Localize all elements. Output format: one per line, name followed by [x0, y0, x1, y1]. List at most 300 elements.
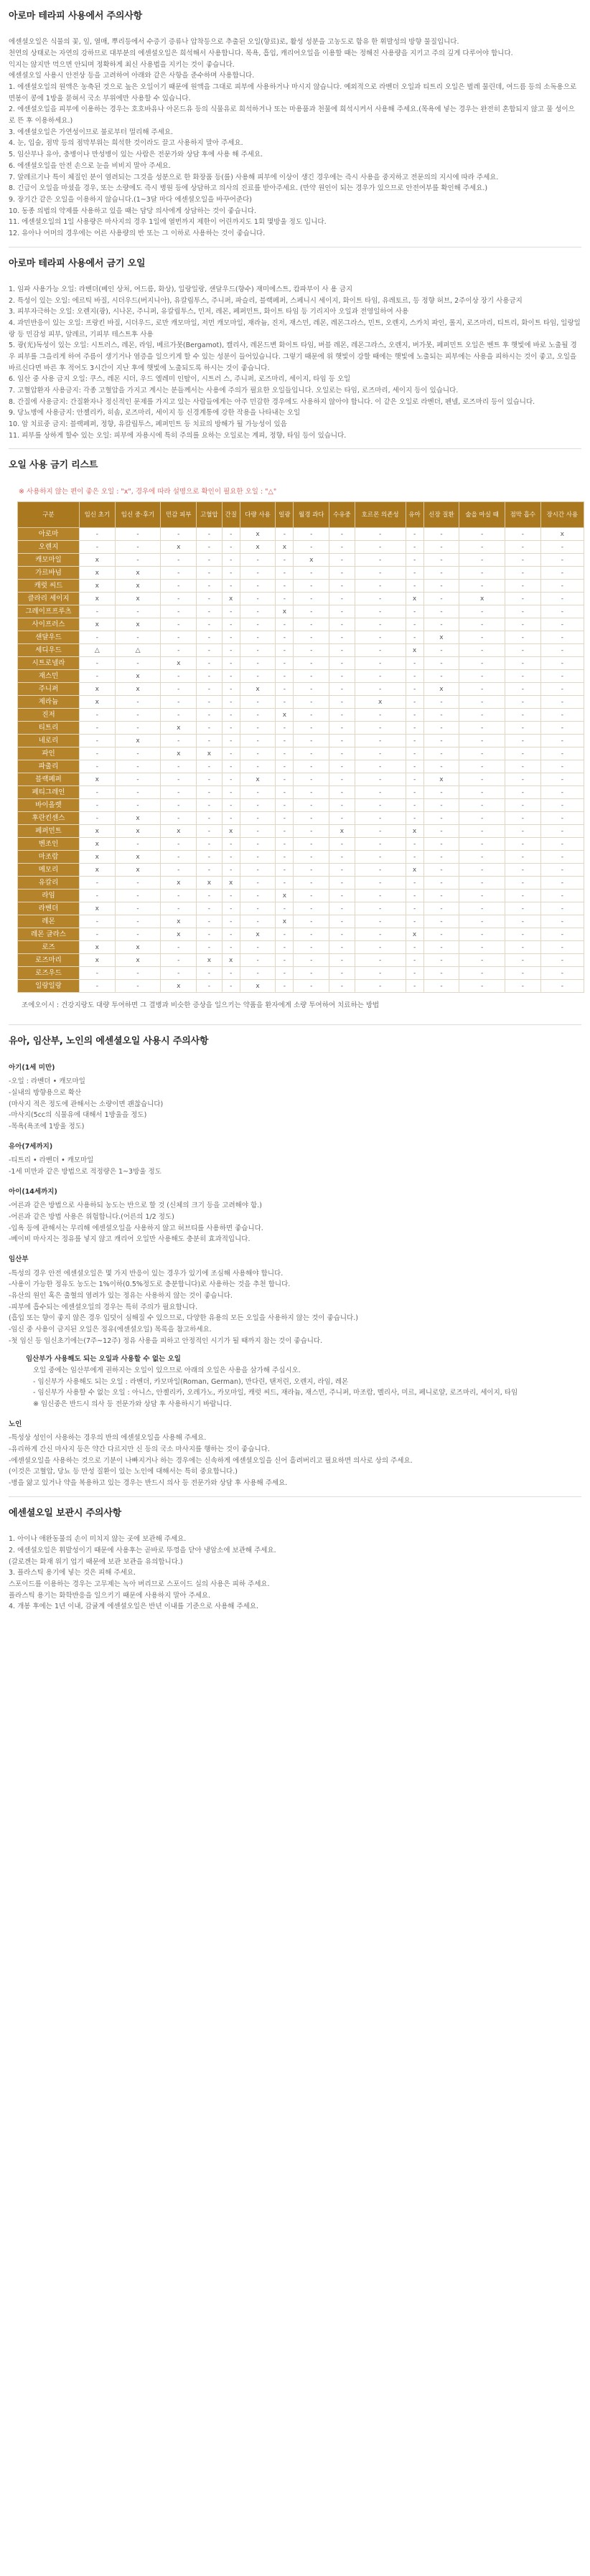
table-cell: - — [197, 890, 223, 902]
table-cell: - — [197, 605, 223, 618]
table-cell: - — [276, 735, 294, 747]
table-cell: x — [80, 554, 116, 567]
table-cell: - — [459, 877, 505, 890]
text-line: 1. 아이나 애완동물의 손이 미치지 않는 곳에 보관해 주세요. — [9, 1535, 187, 1544]
table-cell: - — [161, 683, 197, 696]
table-cell: - — [276, 683, 294, 696]
table-cell: - — [222, 618, 240, 631]
table-cell: - — [161, 941, 197, 954]
section-title: 아로마 테라피 사용에서 금기 오일 — [9, 258, 146, 269]
table-cell: - — [329, 605, 355, 618]
text-line: 5. 임산부나 유아, 충병이나 만성병이 있는 사람은 전문가와 상담 후에 사용 해 주세요. — [9, 151, 263, 159]
table-cell: - — [294, 709, 329, 722]
table-cell: - — [161, 954, 197, 967]
table-cell: x — [115, 670, 161, 683]
subheading-infant: 아기(1세 미만) — [9, 1063, 55, 1072]
table-cell: - — [197, 722, 223, 735]
text-line: -특성상 성인이 사용하는 경우의 반의 에센셜오일을 사용해 주세요. — [9, 1434, 207, 1443]
table-cell: - — [355, 709, 406, 722]
table-cell: - — [80, 528, 116, 541]
table-cell: - — [294, 747, 329, 760]
text-line: 11. 에센셜오일의 1일 사용량은 마사지의 경우 1일에 열번까지 제한이 어린까지도 1회 몇방울 정도 입니다. — [9, 218, 327, 227]
table-cell: - — [294, 902, 329, 915]
table-cell: - — [540, 709, 584, 722]
table-cell: - — [540, 644, 584, 657]
table-cell: x — [80, 618, 116, 631]
text-line: ※ 임신중은 반드시 의사 등 전문가와 상담 후 사용하시기 바랍니다. — [33, 1400, 232, 1409]
table-cell: - — [294, 657, 329, 670]
table-cell: - — [459, 722, 505, 735]
table-cell: - — [115, 967, 161, 980]
table-cell: - — [240, 786, 276, 799]
table-cell: - — [423, 980, 459, 993]
table-cell: - — [505, 760, 541, 773]
table-cell: - — [240, 618, 276, 631]
text-line: -티트리 • 라벤더 • 캐모마일 — [9, 1156, 94, 1165]
table-cell: - — [80, 657, 116, 670]
table-cell: - — [276, 902, 294, 915]
table-cell: - — [329, 967, 355, 980]
table-cell: - — [240, 799, 276, 812]
table-cell: x — [161, 825, 197, 838]
table-cell: - — [294, 735, 329, 747]
table-cell: - — [459, 890, 505, 902]
table-cell: - — [540, 696, 584, 709]
table-cell: - — [276, 631, 294, 644]
table-cell: - — [294, 864, 329, 877]
table-cell: - — [276, 941, 294, 954]
table-cell: x — [276, 541, 294, 554]
table-cell: - — [406, 541, 423, 554]
table-row — [18, 683, 584, 696]
table-cell: - — [540, 631, 584, 644]
table-cell: - — [161, 709, 197, 722]
table-cell: - — [329, 554, 355, 567]
table-cell: - — [459, 773, 505, 786]
text-line: 4. 과민반응이 있는 오일: 프랑킨 바질, 시더우드, 로만 캐모마일, 저먼 캐모마일, 재라늄, 진저, 재스민, 레몬, 레몬그라스, 민트, 오렌지, 스카치 파인, 롤지, 로즈마리, 티트리, 화이트 타임, 일랑일랑 등 민감성 피부, 알레르, 기피부 테스트후 사용 — [9, 319, 581, 339]
table-cell: - — [423, 890, 459, 902]
table-header-row — [18, 502, 584, 528]
table-cell: - — [423, 799, 459, 812]
table-cell: - — [161, 890, 197, 902]
table-cell: - — [222, 605, 240, 618]
table-cell: - — [355, 722, 406, 735]
text-line: 9. 장기간 같은 오일을 이용하지 않습니다.(1~3달 마다 에센셜오일을 바꾸어준다) — [9, 195, 253, 204]
section-title: 에센셜오일 보관시 주의사항 — [9, 1507, 121, 1519]
table-row — [18, 670, 584, 683]
table-cell: - — [115, 605, 161, 618]
table-cell: - — [505, 722, 541, 735]
table-cell: - — [276, 864, 294, 877]
table-cell: - — [329, 709, 355, 722]
table-cell: - — [222, 967, 240, 980]
table-row — [18, 851, 584, 864]
table-cell: x — [240, 683, 276, 696]
text-line: -베이비 마사지는 정유를 넣지 않고 캐리어 오일만 사용해도 충분히 효과적입니다. — [9, 1235, 250, 1244]
table-cell: x — [115, 864, 161, 877]
table-cell: - — [459, 541, 505, 554]
table-cell: - — [161, 580, 197, 593]
table-cell: - — [355, 864, 406, 877]
table-cell: - — [355, 941, 406, 954]
table-cell: - — [276, 760, 294, 773]
table-cell: - — [294, 941, 329, 954]
table-row — [18, 735, 584, 747]
table-cell: - — [406, 567, 423, 580]
text-line: 9. 당뇨병에 사용금지: 안젤리카, 히솝, 로즈마리, 세이지 등 신경계통에 강한 작용을 나타내는 오일 — [9, 409, 301, 417]
table-row — [18, 605, 584, 618]
table-row — [18, 812, 584, 825]
table-cell: - — [161, 851, 197, 864]
table-cell: - — [459, 902, 505, 915]
table-cell: - — [505, 696, 541, 709]
table-cell: - — [355, 902, 406, 915]
table-cell: - — [540, 890, 584, 902]
table-cell: - — [423, 696, 459, 709]
table-cell: - — [161, 554, 197, 567]
table-cell: - — [505, 941, 541, 954]
table-header-cell: 다량 사용 — [240, 502, 276, 528]
table-cell: - — [276, 786, 294, 799]
table-row — [18, 825, 584, 838]
table-cell: - — [505, 890, 541, 902]
table-cell: - — [294, 825, 329, 838]
table-cell: - — [240, 722, 276, 735]
table-cell: - — [240, 851, 276, 864]
table-cell: - — [329, 735, 355, 747]
table-row — [18, 722, 584, 735]
table-cell: - — [240, 554, 276, 567]
oil-name-cell: 레몬 글라스 — [18, 928, 80, 941]
table-cell: - — [329, 890, 355, 902]
table-cell: - — [540, 567, 584, 580]
section-contraindicated-oils — [9, 247, 581, 442]
text-line: 2. 에센셜오일을 피부에 이용하는 경우는 호호바유나 아몬드유 등의 식물유로 희석하거나 또는 마용품과 천물에 희석시켜서 사용해 주세요.(목욕에 넣는 경우는 완전히 혼합되지 않고 물 성이으로 뜬 후 이용하세요.) — [9, 105, 575, 126]
text-line: 오일 중에는 임산부에게 권하지는 오일이 있으므로 아래의 오일은 사용을 삼가해 주십시오. — [33, 1367, 301, 1375]
table-cell: - — [276, 825, 294, 838]
table-cell: - — [459, 696, 505, 709]
table-cell: - — [406, 554, 423, 567]
table-header-cell: 호르몬 의존성 — [355, 502, 406, 528]
table-cell: - — [240, 631, 276, 644]
table-row — [18, 786, 584, 799]
table-cell: - — [80, 980, 116, 993]
table-cell: - — [540, 605, 584, 618]
table-cell: - — [276, 747, 294, 760]
table-header-cell: 점막 흡수 — [505, 502, 541, 528]
text-line: -사용이 가능한 정유도 농도는 1%이하(0.5%정도로 충분합니다)로 사용하는 것을 추천 합니다. — [9, 1280, 291, 1289]
text-line: -에센셜오일을 사용하는 것으로 기분이 나빠지거나 하는 경우에는 신속하게 에센셜오일을 신어 흘려버리고 필요하면 의사로 상의 주세요. — [9, 1456, 413, 1465]
table-cell: x — [540, 528, 584, 541]
table-cell: - — [161, 696, 197, 709]
text-line: -오일 : 라벤더 • 캐모마일 — [9, 1077, 85, 1086]
table-cell: - — [423, 618, 459, 631]
table-cell: - — [406, 980, 423, 993]
table-cell: - — [355, 773, 406, 786]
table-cell: - — [540, 838, 584, 851]
table-cell: - — [294, 890, 329, 902]
oil-name-cell: 파인 — [18, 747, 80, 760]
table-footnote: 조에오이시 : 건강지랑도 대량 투여하면 그 결병과 비슷한 증상을 일으키는 약품을 환자에게 소량 투여하여 치료하는 방법 — [22, 1001, 380, 1010]
table-cell: - — [115, 528, 161, 541]
table-cell: - — [329, 915, 355, 928]
table-cell: x — [240, 773, 276, 786]
table-cell: - — [423, 928, 459, 941]
table-cell: - — [540, 786, 584, 799]
table-cell: - — [505, 554, 541, 567]
text-line: 에센셜오일은 식물의 꽃, 잎, 열매, 뿌리등에서 수증기 증류나 압착등으로 추출된 오일(향료)로, 활성 성분을 고농도로 함유 한 휘발성의 방향 물질입니다. — [9, 38, 459, 47]
table-cell: - — [355, 967, 406, 980]
table-cell: - — [240, 812, 276, 825]
table-cell: - — [240, 890, 276, 902]
oil-name-cell: 캐럿 씨드 — [18, 580, 80, 593]
table-cell: - — [540, 864, 584, 877]
table-cell: - — [505, 851, 541, 864]
table-cell: - — [222, 786, 240, 799]
section-title: 오일 사용 금기 리스트 — [9, 460, 98, 471]
text-line: 6. 임산 중 사용 금지 오일: 쿠스, 레몬 시더, 우드 엘레미 인탈이, 시트러 스, 주니퍼, 로즈마리, 세이지, 타임 등 오일 — [9, 375, 351, 384]
table-cell: - — [222, 838, 240, 851]
table-cell: - — [294, 812, 329, 825]
table-row — [18, 980, 584, 993]
table-cell: - — [459, 747, 505, 760]
oil-name-cell: 샌달우드 — [18, 631, 80, 644]
table-cell: - — [222, 773, 240, 786]
table-cell: - — [276, 954, 294, 967]
table-cell: - — [505, 631, 541, 644]
table-cell: x — [80, 902, 116, 915]
text-line: 1. 에센셜오일의 원액은 농축된 것으로 높은 오일이기 때문에 원액을 그대로 피부에 사용하거나 마시지 않습니다. 예외적으로 라벤더 오일과 티트리 오일은 벌레 물린데, 여드름 등의 소독용으로 면봉이 콩에 1방울 묻혀서 국소 부위에만 사용할 수 있습니다. — [9, 83, 577, 103]
table-cell: x — [276, 890, 294, 902]
table-cell: x — [161, 877, 197, 890]
table-cell: - — [355, 528, 406, 541]
table-cell: - — [329, 773, 355, 786]
table-cell: - — [540, 928, 584, 941]
table-cell: x — [161, 980, 197, 993]
table-cell: x — [406, 825, 423, 838]
oil-name-cell: 파출리 — [18, 760, 80, 773]
table-cell: x — [115, 812, 161, 825]
table-cell: - — [505, 528, 541, 541]
table-cell: - — [459, 657, 505, 670]
table-cell: - — [240, 747, 276, 760]
table-cell: - — [222, 567, 240, 580]
table-cell: - — [294, 618, 329, 631]
text-line: -어른과 같은 방법으로 사용하되 농도는 반으로 할 것 (신체의 크기 등을 고려해야 함.) — [9, 1202, 262, 1210]
table-row — [18, 657, 584, 670]
table-cell: - — [423, 709, 459, 722]
table-cell: - — [406, 722, 423, 735]
oil-name-cell: 후란킨센스 — [18, 812, 80, 825]
table-cell: x — [161, 747, 197, 760]
table-row — [18, 644, 584, 657]
table-cell: - — [161, 799, 197, 812]
table-cell: - — [240, 825, 276, 838]
table-cell: x — [161, 915, 197, 928]
table-cell: - — [80, 760, 116, 773]
table-row — [18, 760, 584, 773]
table-cell: - — [197, 941, 223, 954]
table-cell: - — [423, 657, 459, 670]
table-cell: - — [540, 902, 584, 915]
table-cell: - — [222, 902, 240, 915]
table-cell: x — [161, 541, 197, 554]
table-cell: - — [197, 580, 223, 593]
table-cell: x — [80, 567, 116, 580]
table-cell: - — [294, 670, 329, 683]
table-cell: x — [423, 773, 459, 786]
table-cell: - — [276, 657, 294, 670]
table-cell: x — [80, 864, 116, 877]
table-cell: - — [294, 799, 329, 812]
table-cell: - — [355, 825, 406, 838]
text-line: 7. 알레르기나 특이 체질인 분이 염려되는 그것을 성분으로 한 화장품 등(를) 사용해 피부에 이상이 생긴 경우에는 즉시 사용을 중지하고 전문의의 지시에 따라 주세요. — [9, 173, 499, 181]
table-cell: - — [222, 554, 240, 567]
table-cell: - — [329, 528, 355, 541]
text-line: 4. 개봉 후에는 1년 이내, 감귤계 에센셜오일은 반년 이내를 기준으로 사용해 주세요. — [9, 1603, 259, 1611]
table-cell: - — [459, 683, 505, 696]
table-cell: - — [222, 864, 240, 877]
table-cell: - — [197, 838, 223, 851]
table-cell: - — [222, 722, 240, 735]
table-cell: - — [240, 580, 276, 593]
table-cell: - — [294, 696, 329, 709]
table-header-cell: 임신 초기 — [80, 502, 116, 528]
table-cell: - — [459, 735, 505, 747]
table-cell: - — [459, 760, 505, 773]
table-row — [18, 941, 584, 954]
table-cell: - — [115, 799, 161, 812]
table-row — [18, 838, 584, 851]
table-cell: x — [115, 851, 161, 864]
table-cell: - — [540, 773, 584, 786]
table-cell: - — [276, 554, 294, 567]
table-cell: - — [355, 631, 406, 644]
table-cell: - — [197, 709, 223, 722]
child-body — [9, 1155, 581, 1177]
table-cell: - — [423, 541, 459, 554]
table-cell: - — [276, 838, 294, 851]
table-cell: - — [80, 890, 116, 902]
text-line: 8. 긴급이 오일을 마셨을 경우, 또는 소량에도 즉시 병원 등에 상담하고 의사의 진료를 받아주세요. (만약 원인이 되는 경우가 있으므로 안전여부를 확인해 주세요.) — [9, 184, 488, 193]
table-cell: - — [276, 580, 294, 593]
contraindications-body — [9, 284, 581, 441]
table-cell: - — [161, 605, 197, 618]
oil-name-cell: 주니퍼 — [18, 683, 80, 696]
table-cell: x — [115, 941, 161, 954]
table-cell: - — [355, 799, 406, 812]
table-cell: - — [540, 657, 584, 670]
table-cell: - — [294, 760, 329, 773]
table-cell: - — [459, 670, 505, 683]
table-cell: - — [240, 605, 276, 618]
table-cell: - — [329, 683, 355, 696]
table-cell: - — [406, 528, 423, 541]
table-cell: - — [355, 928, 406, 941]
table-cell: - — [276, 877, 294, 890]
text-line: (이것은 고혈압, 당뇨 등 만성 질환이 있는 노인에 대해서는 특히 중요합니다.) — [9, 1468, 238, 1476]
table-cell: - — [406, 890, 423, 902]
table-cell: x — [197, 954, 223, 967]
table-cell: - — [505, 786, 541, 799]
table-cell: - — [240, 760, 276, 773]
table-header-cell: 일광 — [276, 502, 294, 528]
table-cell: x — [80, 941, 116, 954]
table-cell: - — [294, 631, 329, 644]
table-cell: x — [80, 954, 116, 967]
table-cell: - — [329, 941, 355, 954]
table-cell: - — [197, 967, 223, 980]
table-cell: x — [294, 554, 329, 567]
oil-name-cell: 로즈 — [18, 941, 80, 954]
table-cell: - — [406, 657, 423, 670]
table-cell: - — [240, 915, 276, 928]
table-cell: - — [459, 851, 505, 864]
table-row — [18, 747, 584, 760]
table-cell: - — [294, 851, 329, 864]
table-cell: - — [161, 864, 197, 877]
table-cell: - — [505, 967, 541, 980]
table-cell: - — [80, 735, 116, 747]
table-cell: - — [276, 799, 294, 812]
table-cell: - — [222, 760, 240, 773]
table-cell: - — [222, 709, 240, 722]
table-cell: - — [459, 954, 505, 967]
table-cell: - — [355, 877, 406, 890]
table-cell: - — [329, 657, 355, 670]
table-cell: - — [423, 838, 459, 851]
oil-name-cell: 시트로넬라 — [18, 657, 80, 670]
oil-name-cell: 로즈마리 — [18, 954, 80, 967]
table-cell: - — [505, 618, 541, 631]
table-cell: - — [294, 980, 329, 993]
table-cell: x — [240, 528, 276, 541]
table-cell: - — [406, 838, 423, 851]
table-cell: - — [222, 528, 240, 541]
table-cell: - — [329, 760, 355, 773]
table-cell: - — [197, 670, 223, 683]
table-cell: - — [222, 928, 240, 941]
table-cell: x — [115, 735, 161, 747]
subheading-pregnant: 임산부 — [9, 1255, 29, 1263]
table-cell: - — [423, 967, 459, 980]
table-cell: - — [459, 812, 505, 825]
subheading-child: 유아(7세까지) — [9, 1142, 53, 1151]
table-cell: - — [240, 593, 276, 605]
table-cell: x — [222, 825, 240, 838]
table-cell: - — [505, 773, 541, 786]
table-cell: - — [459, 825, 505, 838]
table-cell: - — [80, 605, 116, 618]
table-header-cell: 장시간 사용 — [540, 502, 584, 528]
oil-name-cell: 마조람 — [18, 851, 80, 864]
storage-body — [9, 1534, 581, 1613]
table-cell: - — [294, 528, 329, 541]
table-cell: x — [406, 928, 423, 941]
table-cell: - — [540, 760, 584, 773]
table-cell: - — [115, 773, 161, 786]
table-cell: x — [80, 773, 116, 786]
table-cell: - — [459, 709, 505, 722]
pregnancy-oil-title: 임산부가 사용해도 되는 오일과 사용할 수 없는 오일 — [26, 1355, 181, 1364]
table-cell: - — [115, 554, 161, 567]
table-header-cell: 임신 중·후기 — [115, 502, 161, 528]
table-cell: - — [329, 954, 355, 967]
oil-name-cell: 페티그레인 — [18, 786, 80, 799]
table-cell: - — [355, 812, 406, 825]
table-cell: - — [329, 877, 355, 890]
table-cell: - — [197, 541, 223, 554]
